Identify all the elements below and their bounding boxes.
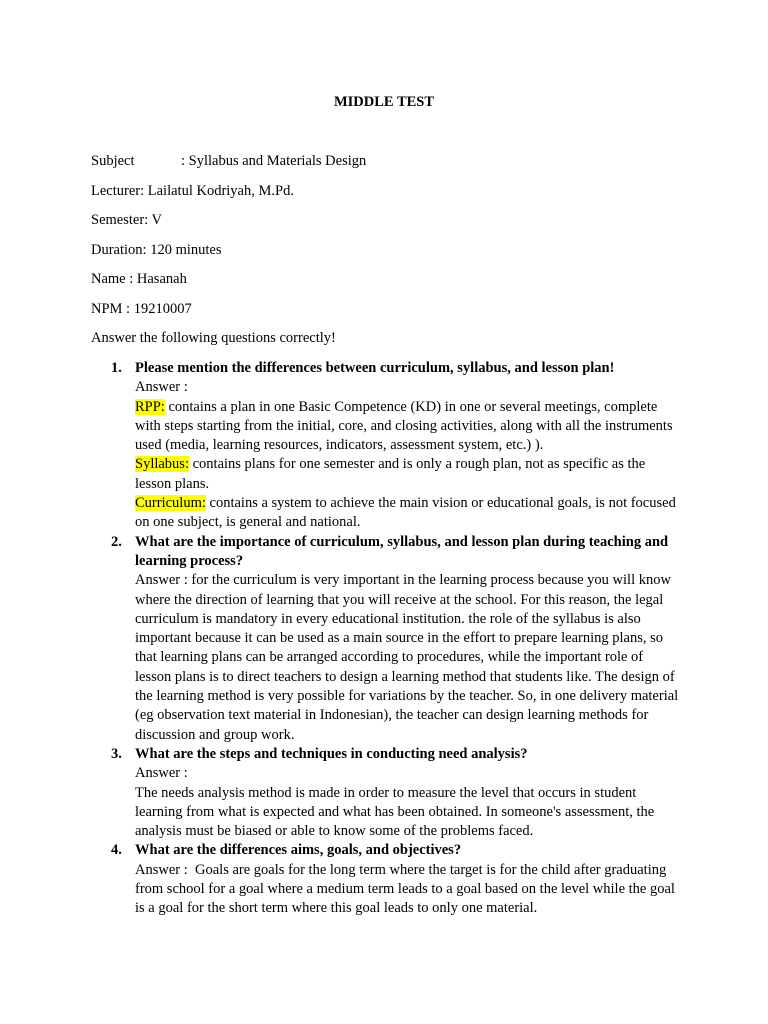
lecturer-line: Lecturer: Lailatul Kodriyah, M.Pd. xyxy=(91,182,294,199)
question-text: What are the importance of curriculum, syllabus, and lesson plan during teaching and learning process? xyxy=(135,533,669,569)
question-number: 1. xyxy=(111,360,122,376)
student-name-line: Name : Hasanah xyxy=(91,271,187,287)
answer-label: Answer : xyxy=(135,765,188,782)
question-item-4 xyxy=(111,841,680,918)
question-text: What are the steps and techniques in conducting need analysis? xyxy=(135,745,528,762)
answer-item-curriculum xyxy=(135,494,680,533)
question-text: What are the differences aims, goals, and objectives? xyxy=(135,842,462,859)
answer-text: Answer : for the curriculum is very important in the learning process because you will know where the direction of learning that you will receive at the school. For this reason, the legal curriculum is mandatory in every educational institution. the role of the syllabus is also important because it can be used as a main source in the effort to prepare learning plans, so that learning plans can be arranged according to procedures, while the important role of lesson plans is to direct teachers to design a learning method that students like. The design of the learning method is very possible for variations by the teacher. So, in one delivery material (eg observation text material in Indonesian), the teacher can design learning methods for discussion and group work. xyxy=(135,572,679,743)
subject-value: : Syllabus and Materials Design xyxy=(181,153,367,169)
test-info xyxy=(91,152,691,359)
duration-line: Duration: 120 minutes xyxy=(91,241,222,258)
highlighted-term: Syllabus: xyxy=(135,456,189,473)
answer-text: contains a system to achieve the main vision or educational goals, is not focused on one subject, is general and national. xyxy=(135,495,676,531)
question-number: 4. xyxy=(111,842,122,859)
answer-text: Answer : Goals are goals for the long term where the target is for the child after graduating from school for a goal where a medium term leads to a goal based on the level while the goal is a goal for the short term where this goal leads to only one material. xyxy=(135,861,679,917)
question-number: 3. xyxy=(111,745,122,762)
answer-text: contains plans for one semester and is only a rough plan, not as specific as the lesson plans. xyxy=(135,456,646,492)
highlighted-term: RPP: xyxy=(135,398,165,415)
question-number: 2. xyxy=(111,533,122,550)
question-item-2 xyxy=(111,533,680,745)
instruction-line: Answer the following questions correctly! xyxy=(91,330,336,346)
highlighted-term: Curriculum: xyxy=(135,495,206,512)
answer-label: Answer : xyxy=(135,379,188,396)
semester-line: Semester: V xyxy=(91,212,163,228)
answer-item-syllabus xyxy=(135,455,680,494)
question-list xyxy=(111,359,680,919)
page-title: MIDDLE TEST xyxy=(333,94,435,110)
npm-line: NPM : 19210007 xyxy=(91,300,192,317)
subject-line xyxy=(91,152,691,182)
answer-item-rpp xyxy=(135,398,680,456)
question-item-1 xyxy=(111,359,680,533)
subject-label: Subject xyxy=(91,153,135,169)
question-item-3 xyxy=(111,745,680,841)
answer-text: contains a plan in one Basic Competence (KD) in one or several meetings, complete with steps starting from the initial, core, and closing activities, along with all the instruments used (media, learning resources, indicators, assessment system, etc.) ). xyxy=(135,398,673,454)
answer-text: The needs analysis method is made in order to measure the level that occurs in student learning from what is expected and what has been obtained. In someone's assessment, the analysis must be biased or able to know some of the problems faced. xyxy=(135,784,655,840)
question-text: Please mention the differences between curriculum, syllabus, and lesson plan! xyxy=(135,360,615,376)
